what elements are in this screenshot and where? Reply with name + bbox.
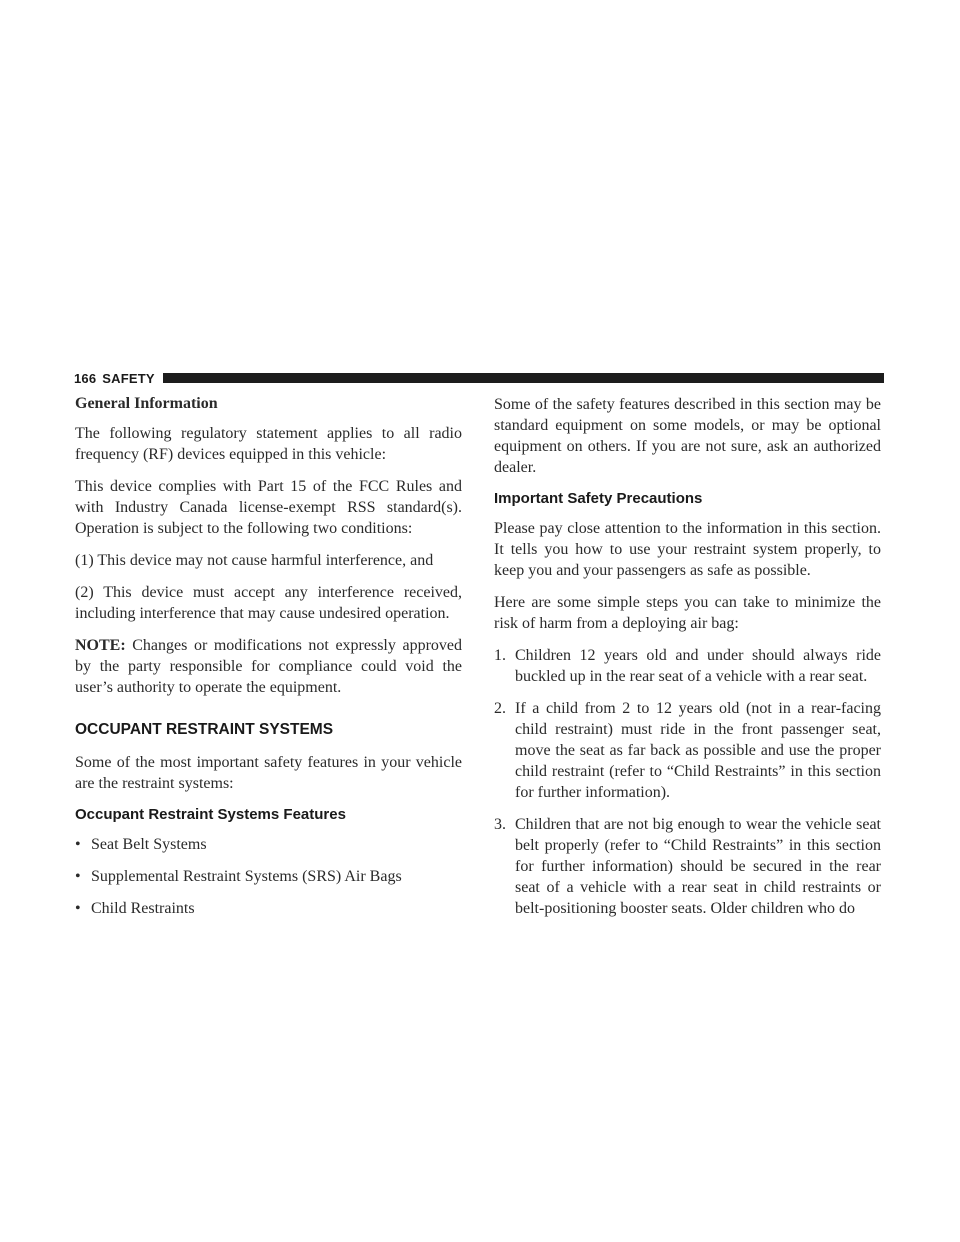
page-header [74, 370, 884, 386]
fcc-statement: This device complies with Part 15 of the FCC Rules and with Industry Canada license-exempt RSS standard(s). Operation is subject to the following two conditions: [75, 478, 462, 537]
bullet-icon: • [75, 836, 81, 853]
list-item: 1. Children 12 years old and under should always ride buckled up in the rear seat of a vehicle with a rear seat. [494, 647, 881, 685]
features-list [75, 834, 462, 919]
bullet-icon: • [75, 868, 81, 885]
list-item: • Seat Belt Systems [75, 836, 207, 853]
restraint-intro: Some of the most important safety features in your vehicle are the restraint systems: [75, 754, 462, 792]
section-title: SAFETY [102, 370, 155, 386]
precautions-paragraph-1: Please pay close attention to the information in this section. It tells you how to use your restraint system properly, to keep you and your passengers as safe as possible. [494, 520, 881, 579]
important-safety-precautions-heading: Important Safety Precautions [494, 490, 703, 507]
list-item: • Supplemental Restraint Systems (SRS) Air Bags [75, 868, 402, 885]
steps-list [494, 645, 881, 919]
general-information-heading: General Information [75, 395, 218, 412]
right-column [494, 394, 881, 930]
note-paragraph [75, 635, 462, 698]
safety-features-intro: Some of the safety features described in this section may be standard equipment on some models, or may be optional equipment on others. If you are not sure, ask an authorized dealer. [494, 396, 881, 476]
condition-2: (2) This device must accept any interference received, including interference that may cause undesired operation. [75, 584, 462, 622]
precautions-paragraph-2: Here are some simple steps you can take to minimize the risk of harm from a deploying air bag: [494, 594, 881, 632]
bullet-icon: • [75, 900, 81, 917]
regulatory-intro: The following regulatory statement applies to all radio frequency (RF) devices equipped in this vehicle: [75, 425, 462, 463]
list-item: 2. If a child from 2 to 12 years old (not in a rear-facing child restraint) must ride in the front passenger seat, move the seat as far back as possible and use the proper child restraint (refer to “Child Restraints” in this section for further information). [494, 700, 881, 801]
list-item: • Child Restraints [75, 900, 195, 917]
features-heading: Occupant Restraint Systems Features [75, 806, 346, 823]
occupant-restraint-systems-heading: OCCUPANT RESTRAINT SYSTEMS [75, 721, 334, 738]
note-text: Changes or modifications not expressly approved by the party responsible for compliance could void the user’s authority to operate the equipment. [75, 637, 462, 696]
condition-1: (1) This device may not cause harmful interference, and [75, 552, 434, 569]
page-number: 166 [74, 370, 97, 386]
header-rule [163, 373, 884, 383]
left-column [75, 394, 462, 930]
note-label: NOTE: [75, 637, 126, 654]
list-item: 3. Children that are not big enough to wear the vehicle seat belt properly (refer to “Child Restraints” in this section for further information) should be secured in the rear seat of a vehicle with a rear seat in child restraints or belt-positioning booster seats. Older children who do [494, 816, 881, 917]
